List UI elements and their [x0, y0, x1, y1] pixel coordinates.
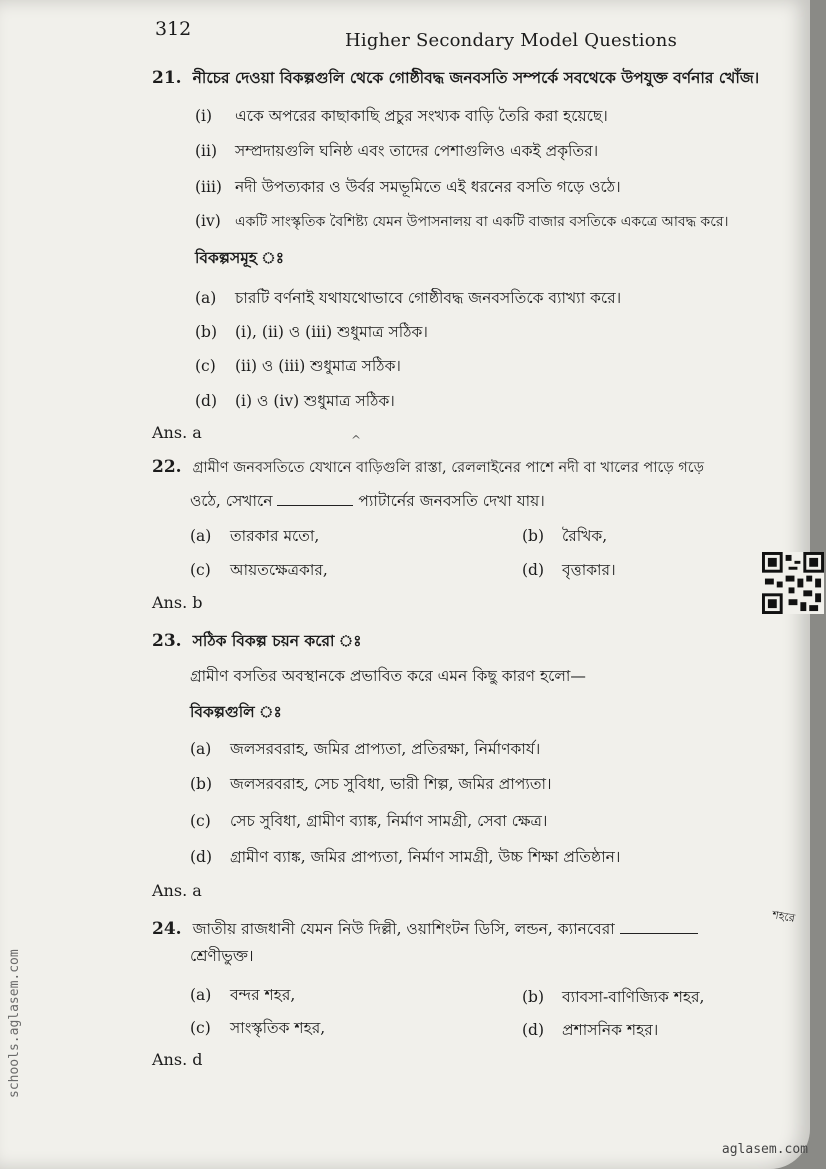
question-text: নীচের দেওয়া বিকল্পগুলি থেকে গোষ্ঠীবদ্ধ জনবসতি সম্পর্কে সবথেকে উপযুক্ত বর্ণনার খোঁজ।: [192, 68, 760, 87]
page-number: 312: [155, 18, 192, 40]
question-23: [152, 629, 362, 655]
option: (d) বৃত্তাকার।: [522, 561, 616, 579]
options-heading: বিকল্পসমূহ ঃ: [195, 248, 285, 267]
qr-code-icon[interactable]: [762, 552, 824, 614]
question-number: 22.: [152, 457, 182, 477]
question-title: সঠিক বিকল্প চয়ন করো ঃ: [192, 631, 362, 650]
option: (d) (i) ও (iv) শুধুমাত্র সঠিক।: [195, 392, 395, 410]
option: (b) (i), (ii) ও (iii) শুধুমাত্র সঠিক।: [195, 323, 428, 341]
statement: (iii) নদী উপত্যকার ও উর্বর সমভূমিতে এই ধরনের বসতি গড়ে ওঠে।: [195, 178, 621, 196]
option: (c) আয়তক্ষেত্রকার,: [190, 561, 328, 579]
question-text: গ্রামীণ জনবসতিতে যেখানে বাড়িগুলি রাস্তা, রেললাইনের পাশে নদী বা খালের পাড়ে গড়ে: [192, 460, 704, 476]
option: (c) সাংস্কৃতিক শহর,: [190, 1019, 326, 1037]
question-text-line2: শ্রেণীভুক্ত।: [190, 947, 254, 965]
question-21: [152, 66, 759, 92]
answer: Ans. a: [152, 881, 202, 900]
statement: (ii) সম্প্রদায়গুলি ঘনিষ্ঠ এবং তাদের পেশাগুলিও একই প্রকৃতির।: [195, 142, 599, 160]
option: (c) সেচ সুবিধা, গ্রামীণ ব্যাঙ্ক, নির্মাণ সামগ্রী, সেবা ক্ষেত্র।: [190, 812, 548, 830]
question-24: [152, 917, 698, 943]
option: (b) রৈখিক,: [522, 527, 608, 545]
option: (b) জলসরবরাহ, সেচ সুবিধা, ভারী শিল্প, জমির প্রাপ্যতা।: [190, 775, 552, 793]
option: (a) চারটি বর্ণনাই যথাযথোভাবে গোষ্ঠীবদ্ধ জনবসতিকে ব্যাখ্যা করে।: [195, 289, 622, 307]
question-number: 24.: [152, 919, 182, 939]
question-text: জাতীয় রাজধানী যেমন নিউ দিল্লী, ওয়াশিংটন ডিসি, লন্ডন, ক্যানবেরা: [192, 920, 615, 938]
statement: (iv) একটি সাংস্কৃতিক বৈশিষ্ট্য যেমন উপাসনালয় বা একটি বাজার বসতিকে একত্রে আবদ্ধ করে।: [195, 212, 729, 230]
question-number: 23.: [152, 631, 182, 651]
options-heading: বিকল্পগুলি ঃ: [190, 702, 282, 721]
answer: Ans. d: [152, 1050, 203, 1069]
question-text-line2: ওঠে, সেখানে প্যাটার্নের জনবসতি দেখা যায়।: [190, 492, 545, 510]
side-watermark: schools.aglasem.com: [7, 949, 22, 1098]
option: (b) ব্যাবসা-বাণিজ্যিক শহর,: [522, 988, 705, 1006]
answer-blank: [277, 505, 353, 506]
question-22: [152, 457, 704, 481]
statement: (i) একে অপরের কাছাকাছি প্রচুর সংখ্যক বাড়ি তৈরি করা হয়েছে।: [195, 107, 608, 125]
answer: Ans. a: [152, 423, 202, 442]
option: (d) প্রশাসনিক শহর।: [522, 1021, 659, 1039]
answer: Ans. b: [152, 593, 203, 612]
question-text: গ্রামীণ বসতির অবস্থানকে প্রভাবিত করে এমন কিছু কারণ হলো—: [190, 667, 586, 685]
option: (c) (ii) ও (iii) শুধুমাত্র সঠিক।: [195, 357, 401, 375]
option: (a) তারকার মতো,: [190, 527, 320, 545]
question-number: 21.: [152, 68, 182, 88]
option: (a) জলসরবরাহ, জমির প্রাপ্যতা, প্রতিরক্ষা, নির্মাণকার্য।: [190, 740, 541, 758]
decorative-mark: ^: [351, 433, 362, 447]
option: (d) গ্রামীণ ব্যাঙ্ক, জমির প্রাপ্যতা, নির্মাণ সামগ্রী, উচ্চ শিক্ষা প্রতিষ্ঠান।: [190, 848, 621, 866]
option: (a) বন্দর শহর,: [190, 986, 296, 1004]
footer-watermark: aglasem.com: [721, 1142, 808, 1157]
page-header: Higher Secondary Model Questions: [345, 30, 678, 51]
answer-blank: [620, 933, 698, 934]
question-text-end: শহরে: [771, 908, 796, 925]
